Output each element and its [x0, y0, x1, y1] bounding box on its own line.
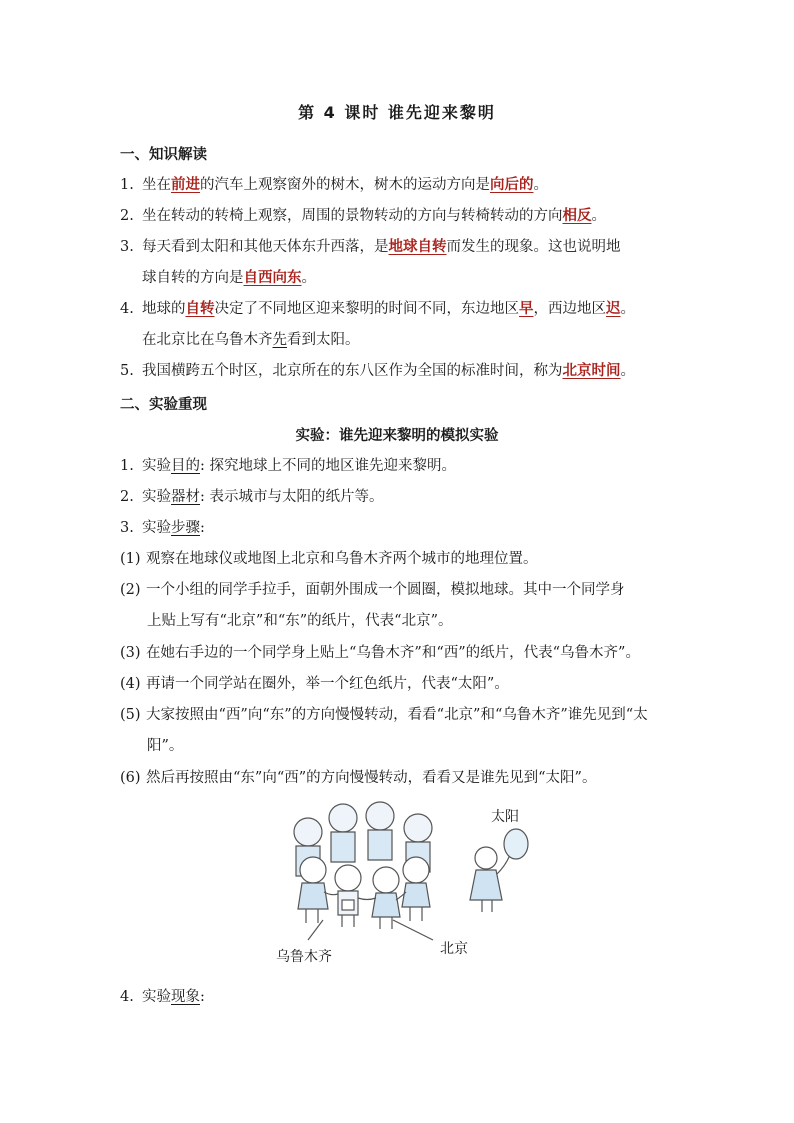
- child-body: [331, 832, 355, 862]
- text: 大家按照由“西”向“东”的方向慢慢转动，看看“北京”和“乌鲁木齐”谁先见到“太: [146, 707, 648, 723]
- text: 我国横跨五个时区，北京所在的东八区作为全国的标准时间，称为: [142, 363, 563, 379]
- underlined-keyword: 步骤: [171, 520, 200, 536]
- text: 看到太阳。: [287, 332, 360, 348]
- answer: 早: [519, 300, 534, 317]
- sun-paper: [504, 829, 528, 859]
- text: 坐在转动的转椅上观察，周围的景物转动的方向与转椅转动的方向: [142, 208, 563, 224]
- beijing-label: 北京: [440, 941, 468, 957]
- experiment-subtitle: 实验：谁先迎来黎明的模拟实验: [295, 428, 499, 444]
- child-body: [372, 893, 400, 917]
- text: 实验: [142, 989, 171, 1005]
- child-head: [294, 818, 322, 846]
- text: 决定了不同地区迎来黎明的时间不同，东边地区: [214, 301, 519, 317]
- step-2-cont: 上贴上写有“北京”和“东”的纸片，代表“北京”。: [147, 613, 453, 629]
- child-head: [300, 857, 326, 883]
- paper-label: [342, 900, 354, 910]
- text: 坐在: [142, 177, 171, 193]
- text: 一个小组的同学手拉手，面朝外围成一个圆圈，模拟地球。其中一个同学身: [146, 582, 625, 598]
- girl-dress: [470, 870, 502, 900]
- sun-label: 太阳: [491, 809, 519, 825]
- text: : 探究地球上不同的地区谁先迎来黎明。: [200, 458, 456, 474]
- text: 在她右手边的一个同学身上贴上“乌鲁木齐”和“西”的纸片，代表“乌鲁木齐”。: [146, 645, 640, 661]
- step-5: [120, 705, 648, 725]
- text: ，西边地区: [533, 301, 606, 317]
- text: 。: [620, 301, 635, 317]
- answer: 地球自转: [388, 238, 447, 255]
- step-1: [120, 549, 538, 569]
- experiment-item-2: [120, 487, 384, 507]
- child-body: [368, 830, 392, 860]
- knowledge-item-3-cont: [142, 268, 316, 288]
- step-number: (6): [120, 770, 141, 786]
- child-body: [298, 883, 328, 909]
- item-number: 1.: [120, 177, 134, 193]
- text: 实验: [142, 520, 171, 536]
- underlined-keyword: 器材: [171, 489, 200, 505]
- text: 每天看到太阳和其他天体东升西落，是: [142, 239, 389, 255]
- text: 观察在地球仪或地图上北京和乌鲁木齐两个城市的地理位置。: [146, 551, 538, 567]
- experiment-item-1: [120, 456, 456, 476]
- step-number: (1): [120, 551, 141, 567]
- page-title: 第 4 课时 谁先迎来黎明: [298, 103, 496, 122]
- experiment-item-4: [120, 987, 205, 1007]
- step-4: [120, 674, 509, 694]
- step-3: [120, 643, 640, 663]
- step-number: (3): [120, 645, 141, 661]
- text: 。: [620, 363, 635, 379]
- child-head: [366, 802, 394, 830]
- text: 的汽车上观察窗外的树木，树木的运动方向是: [200, 177, 490, 193]
- section2-heading: 二、实验重现: [120, 397, 207, 413]
- text: 然后再按照由“东”向“西”的方向慢慢转动，看看又是谁先见到“太阳”。: [146, 770, 597, 786]
- answer: 迟: [606, 300, 621, 317]
- step-5-cont: 阳”。: [147, 738, 184, 754]
- step-number: (5): [120, 707, 141, 723]
- answer: 北京时间: [562, 362, 621, 379]
- knowledge-item-4: [120, 299, 635, 319]
- experiment-item-3: [120, 518, 205, 538]
- experiment-illustration: [268, 800, 538, 975]
- step-2: [120, 580, 625, 600]
- underlined-keyword: 目的: [171, 458, 200, 474]
- item-number: 4.: [120, 989, 134, 1005]
- text: :: [200, 520, 205, 536]
- section1-heading: 一、知识解读: [120, 147, 207, 163]
- item-number: 3.: [120, 520, 134, 536]
- text: 。: [591, 208, 606, 224]
- girl-head: [475, 847, 497, 869]
- item-number: 2.: [120, 208, 134, 224]
- step-number: (2): [120, 582, 141, 598]
- item-number: 3.: [120, 239, 134, 255]
- text: 在北京比在乌鲁木齐: [142, 332, 273, 348]
- child-head: [403, 857, 429, 883]
- answer: 自西向东: [243, 269, 302, 286]
- text: 。: [533, 177, 548, 193]
- underlined-answer: 先: [272, 332, 287, 348]
- child-head: [335, 865, 361, 891]
- item-number: 1.: [120, 458, 134, 474]
- text: 实验: [142, 458, 171, 474]
- text: :: [200, 989, 205, 1005]
- text: 。: [301, 270, 316, 286]
- child-head: [329, 804, 357, 832]
- text: : 表示城市与太阳的纸片等。: [200, 489, 384, 505]
- item-number: 5.: [120, 363, 134, 379]
- step-6: [120, 768, 596, 788]
- knowledge-item-4-cont: [142, 330, 360, 350]
- child-body: [402, 883, 430, 907]
- underlined-keyword: 现象: [171, 989, 200, 1005]
- answer: 自转: [185, 300, 215, 317]
- answer: 向后的: [490, 176, 534, 193]
- text: 球自转的方向是: [142, 270, 244, 286]
- item-number: 4.: [120, 301, 134, 317]
- text: 地球的: [142, 301, 186, 317]
- child-head: [404, 814, 432, 842]
- answer: 相反: [562, 207, 592, 224]
- item-number: 2.: [120, 489, 134, 505]
- pointer-line: [393, 920, 433, 940]
- urumqi-label: 乌鲁木齐: [276, 949, 332, 965]
- child-head: [373, 867, 399, 893]
- knowledge-item-1: [120, 175, 548, 195]
- text: 实验: [142, 489, 171, 505]
- text: 再请一个同学站在圈外，举一个红色纸片，代表“太阳”。: [146, 676, 509, 692]
- knowledge-item-2: [120, 206, 606, 226]
- text: 而发生的现象。这也说明地: [446, 239, 621, 255]
- answer: 前进: [171, 176, 200, 193]
- knowledge-item-5: [120, 361, 635, 381]
- pointer-line: [308, 920, 323, 940]
- knowledge-item-3: [120, 237, 621, 257]
- step-number: (4): [120, 676, 141, 692]
